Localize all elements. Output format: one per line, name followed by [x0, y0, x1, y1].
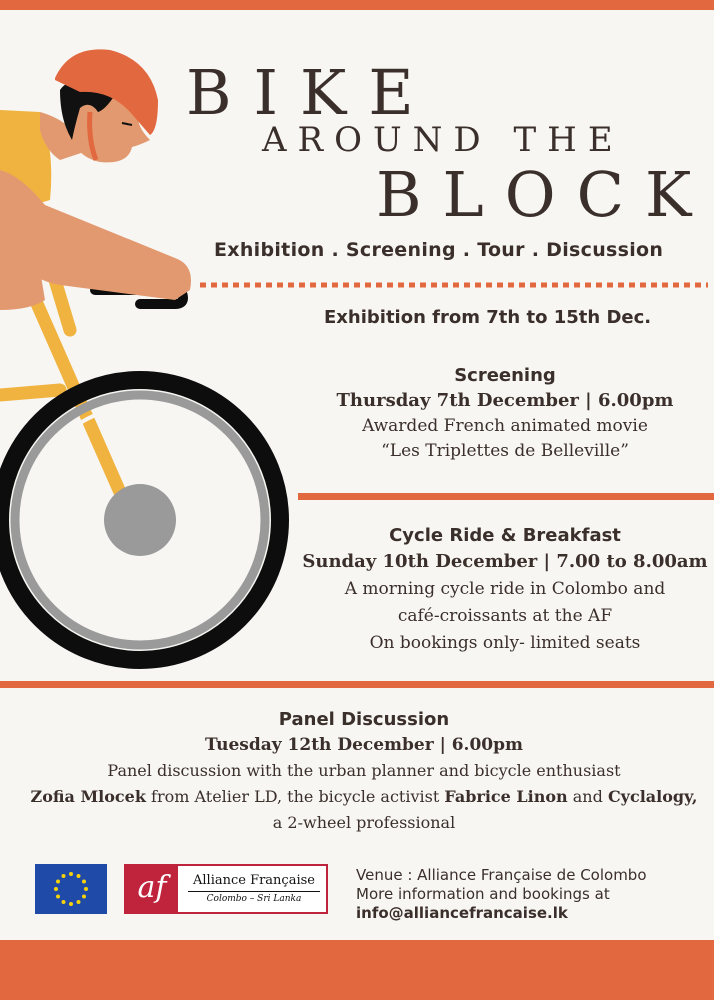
exhibition-dates: Exhibition from 7th to 15th Dec.: [324, 307, 652, 328]
ride-heading: Cycle Ride & Breakfast: [389, 525, 621, 546]
panel-text-1: from Atelier LD, the bicycle activist: [145, 787, 445, 806]
venue-email-link[interactable]: info@alliancefrancaise.lk: [356, 904, 568, 922]
eu-star: [84, 887, 88, 891]
screening-line-2: “Les Triplettes de Belleville”: [381, 441, 629, 461]
panel-date: Tuesday 12th December | 6.00pm: [205, 735, 523, 755]
venue-line-2: More information and bookings at: [356, 885, 610, 903]
panel-name-2: Fabrice Linon: [444, 787, 568, 806]
ride-line-1: A morning cycle ride in Colombo and: [344, 579, 666, 599]
screening-line-1: Awarded French animated movie: [362, 416, 648, 436]
eu-star: [77, 900, 81, 904]
ride-section: [300, 524, 710, 657]
divider-1: [298, 493, 714, 500]
panel-section: [0, 708, 714, 836]
ride-line-2: café-croissants at the AF: [397, 606, 613, 626]
venue-line-1: Venue : Alliance Française de Colombo: [356, 866, 647, 884]
subtitle: Exhibition . Screening . Tour . Discussion: [214, 239, 664, 261]
eu-star: [77, 874, 81, 878]
panel-name-3: Cyclalogy,: [607, 787, 698, 806]
bottom-accent-bar: [0, 940, 714, 1000]
title-line-1: BIKE: [186, 56, 436, 129]
ride-date: Sunday 10th December | 7.00 to 8.00am: [302, 551, 708, 572]
title-line-3: BLOCK: [376, 158, 713, 231]
af-location: Colombo – Sri Lanka: [206, 894, 302, 904]
ride-line-3: On bookings only- limited seats: [369, 633, 641, 653]
eu-star: [62, 900, 66, 904]
eu-star: [62, 874, 66, 878]
eu-star: [54, 887, 58, 891]
panel-line-3: a 2-wheel professional: [272, 813, 456, 832]
eu-star: [69, 872, 73, 876]
eu-star: [82, 895, 86, 899]
venue-info: [356, 866, 647, 923]
alliance-francaise-logo: [124, 864, 328, 914]
panel-heading: Panel Discussion: [278, 709, 450, 730]
eu-star: [56, 880, 60, 884]
panel-line-1: Panel discussion with the urban planner and bicycle enthusiast: [107, 761, 621, 780]
eu-star: [69, 902, 73, 906]
title-line-2: AROUND THE: [262, 120, 624, 160]
panel-text-2: and: [567, 787, 608, 806]
panel-line-2: [0, 784, 714, 810]
af-rule: [188, 891, 320, 892]
divider-2: [0, 681, 714, 688]
screening-section: [300, 364, 710, 464]
eu-flag-logo: [35, 864, 107, 914]
af-name: Alliance Française: [192, 873, 315, 888]
eu-star: [56, 895, 60, 899]
screening-date: Thursday 7th December | 6.00pm: [336, 390, 674, 411]
af-mark: af: [126, 866, 178, 912]
panel-name-1: Zofia Mlocek: [30, 787, 146, 806]
screening-heading: Screening: [454, 365, 556, 386]
eu-star: [82, 880, 86, 884]
